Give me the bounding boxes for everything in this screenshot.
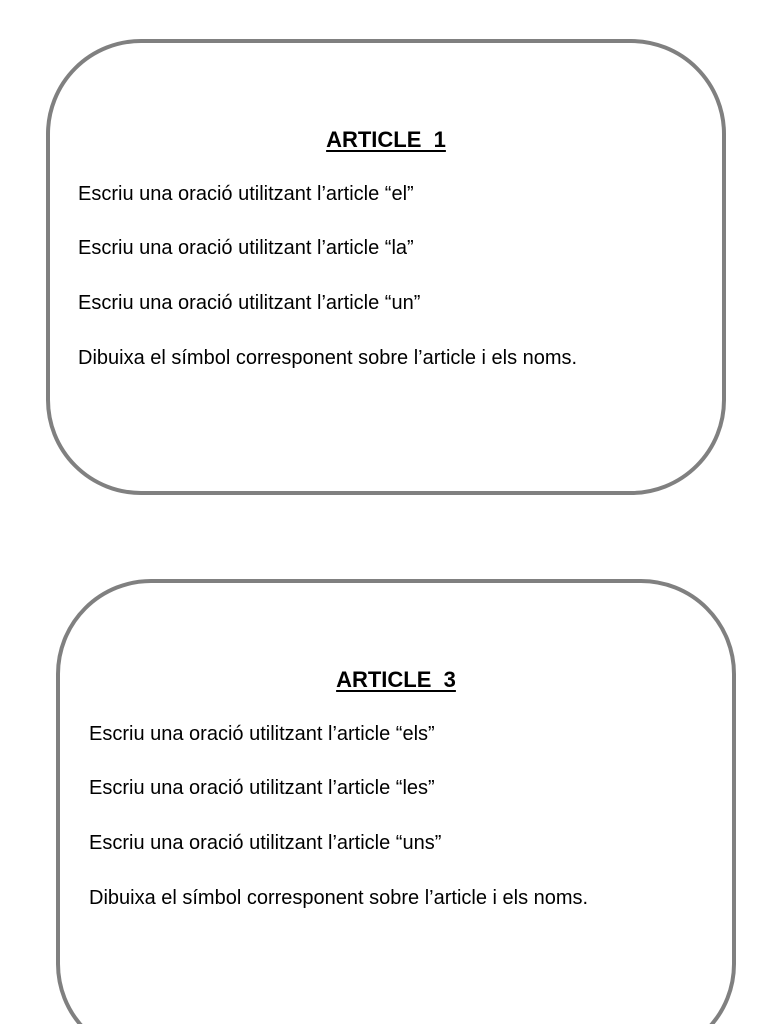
instruction-line: Escriu una oració utilitzant l’article “la” [78, 237, 414, 259]
instruction-line: Escriu una oració utilitzant l’article “uns” [89, 832, 442, 854]
instruction-line: Escriu una oració utilitzant l’article “el” [78, 183, 414, 205]
instruction-line: Escriu una oració utilitzant l’article “un” [78, 292, 421, 314]
card-title: ARTICLE 3 [336, 667, 456, 692]
article-card-1 [46, 39, 726, 495]
instruction-line: Escriu una oració utilitzant l’article “les” [89, 777, 435, 799]
instruction-line: Dibuixa el símbol corresponent sobre l’article i els noms. [78, 347, 578, 369]
instruction-line: Dibuixa el símbol corresponent sobre l’article i els noms. [89, 887, 589, 909]
article-card-3 [56, 579, 736, 1024]
instruction-line: Escriu una oració utilitzant l’article “els” [89, 723, 435, 745]
card-title: ARTICLE 1 [326, 127, 446, 152]
